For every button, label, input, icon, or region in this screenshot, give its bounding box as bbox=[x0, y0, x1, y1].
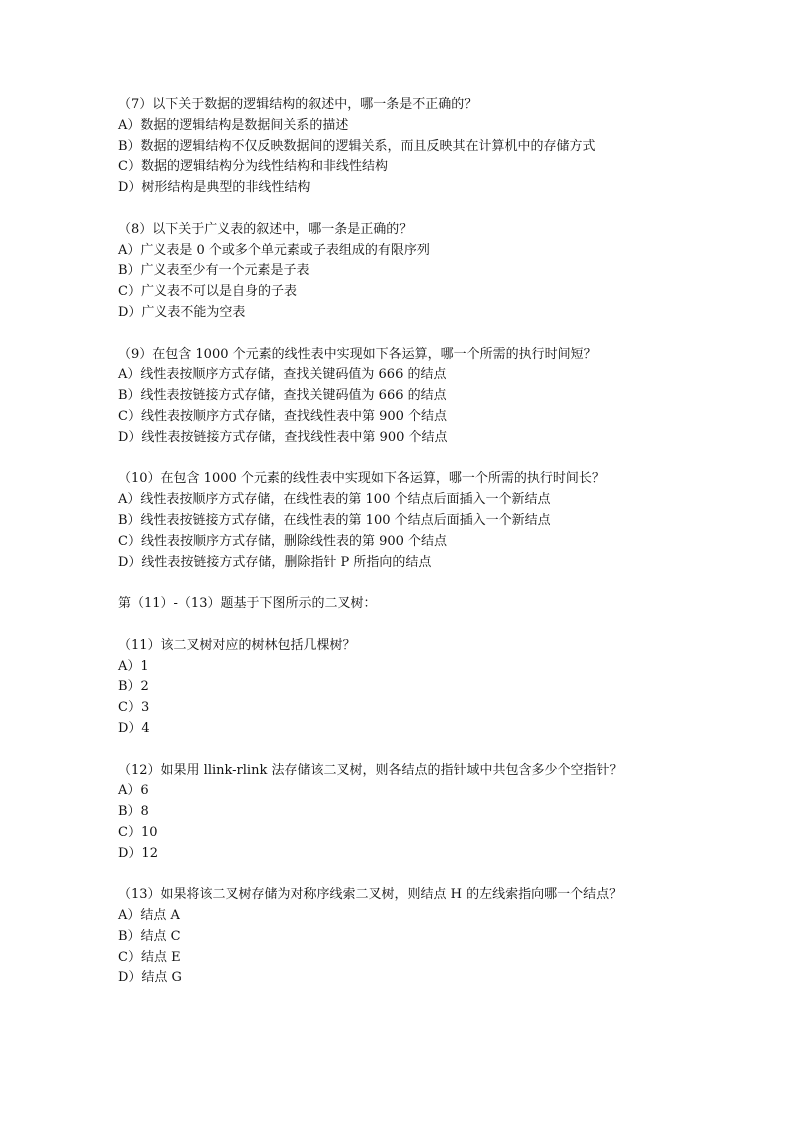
option-a: A）数据的逻辑结构是数据间关系的描述 bbox=[118, 117, 349, 133]
question-stem: （13）如果将该二叉树存储为对称序线索二叉树，则结点 H 的左线索指向哪一个结点？ bbox=[118, 887, 623, 903]
option-d: D）12 bbox=[118, 845, 158, 861]
option-d: D）4 bbox=[118, 720, 150, 736]
question-stem: （12）如果用 llink-rlink 法存储该二叉树，则各结点的指针域中共包含多少个空指针？ bbox=[118, 762, 623, 778]
question-stem: （9）在包含 1000 个元素的线性表中实现如下各运算，哪一个所需的执行时间短？ bbox=[118, 346, 597, 362]
option-b: B）2 bbox=[118, 679, 149, 695]
option-d: D）结点 G bbox=[118, 970, 182, 986]
option-c: C）10 bbox=[118, 824, 158, 840]
option-a: A）线性表按顺序方式存储，在线性表的第 100 个结点后面插入一个新结点 bbox=[118, 492, 551, 508]
option-c: C）广义表不可以是自身的子表 bbox=[118, 284, 297, 300]
option-a: A）结点 A bbox=[118, 908, 180, 924]
option-c: C）3 bbox=[118, 700, 150, 716]
question-stem: （11）该二叉树对应的树林包括几棵树？ bbox=[118, 637, 356, 653]
question-11 bbox=[118, 636, 758, 740]
option-c: C）结点 E bbox=[118, 949, 181, 965]
option-c: C）数据的逻辑结构分为线性结构和非线性结构 bbox=[118, 159, 388, 175]
option-b: B）结点 C bbox=[118, 928, 181, 944]
option-a: A）6 bbox=[118, 783, 149, 799]
document-page bbox=[118, 95, 758, 1010]
option-d: D）树形结构是典型的非线性结构 bbox=[118, 180, 311, 196]
question-stem: （7）以下关于数据的逻辑结构的叙述中，哪一条是不正确的？ bbox=[118, 97, 478, 112]
option-b: B）8 bbox=[118, 804, 149, 820]
question-8 bbox=[118, 220, 758, 324]
question-12 bbox=[118, 761, 758, 865]
option-a: A）线性表按顺序方式存储，查找关键码值为 666 的结点 bbox=[118, 367, 447, 383]
question-stem: （10）在包含 1000 个元素的线性表中实现如下各运算，哪一个所需的执行时间长？ bbox=[118, 471, 605, 487]
option-c: C）线性表按顺序方式存储，查找线性表中第 900 个结点 bbox=[118, 408, 448, 424]
question-13 bbox=[118, 885, 758, 989]
option-c: C）线性表按顺序方式存储，删除线性表的第 900 个结点 bbox=[118, 533, 448, 549]
question-7 bbox=[118, 95, 758, 199]
option-b: B）线性表按链接方式存储，在线性表的第 100 个结点后面插入一个新结点 bbox=[118, 512, 551, 528]
option-d: D）线性表按链接方式存储，查找线性表中第 900 个结点 bbox=[118, 429, 448, 445]
option-a: A）1 bbox=[118, 658, 149, 674]
option-d: D）线性表按链接方式存储，删除指针 P 所指向的结点 bbox=[118, 554, 432, 570]
section-intro: 第（11）-（13）题基于下图所示的二叉树： bbox=[118, 596, 377, 612]
option-b: B）数据的逻辑结构不仅反映数据间的逻辑关系，而且反映其在计算机中的存储方式 bbox=[118, 138, 596, 154]
option-b: B）广义表至少有一个元素是子表 bbox=[118, 263, 310, 279]
option-b: B）线性表按链接方式存储，查找关键码值为 666 的结点 bbox=[118, 388, 447, 404]
question-10 bbox=[118, 469, 758, 573]
question-9 bbox=[118, 345, 758, 449]
question-stem: （8）以下关于广义表的叙述中，哪一条是正确的？ bbox=[118, 221, 413, 237]
option-a: A）广义表是 0 个或多个单元素或子表组成的有限序列 bbox=[118, 242, 430, 258]
option-d: D）广义表不能为空表 bbox=[118, 304, 246, 320]
